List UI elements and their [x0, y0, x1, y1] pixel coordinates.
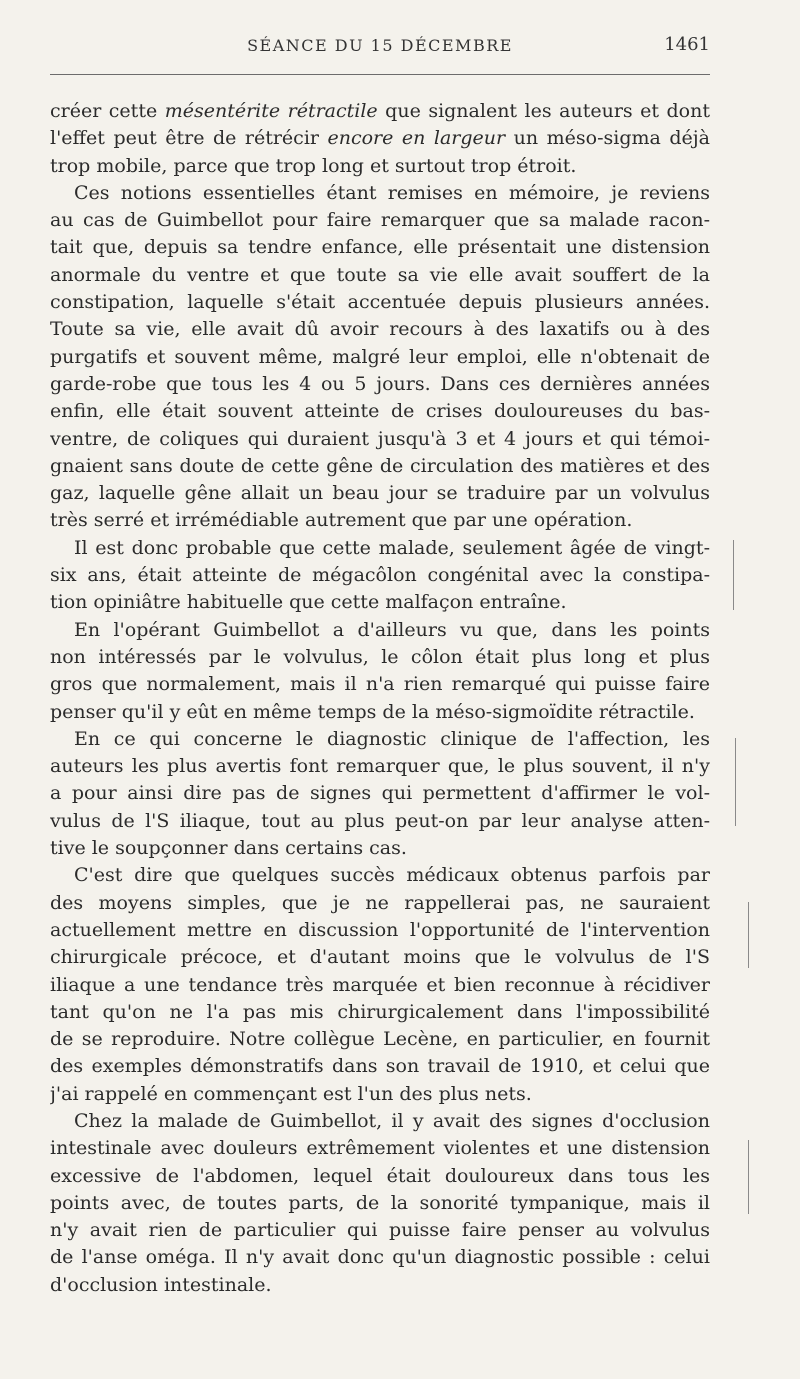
text-line: vulus de l'S iliaque, tout au plus peut-on par leur analyse atten-	[50, 809, 710, 832]
text-line: chirurgicale précoce, et d'autant moins que le volvulus de l'S	[50, 946, 710, 969]
text-line: au cas de Guimbellot pour faire remarquer que sa malade racon-	[50, 209, 710, 232]
margin-pencil-mark	[735, 738, 736, 826]
text-line: créer cette mésentérite rétractile que signalent les auteurs et dont	[50, 100, 710, 122]
text-line: Toute sa vie, elle avait dû avoir recours à des laxatifs ou à des	[50, 318, 710, 341]
page-number: 1461	[664, 34, 710, 55]
header-rule	[50, 74, 710, 75]
text-line: gnaient sans doute de cette gêne de circulation des matières et des	[50, 454, 710, 477]
text-line: six ans, était atteinte de mégacôlon congénital avec la constipa-	[50, 564, 710, 587]
text-line: très serré et irrémédiable autrement que par une opération.	[50, 509, 633, 532]
text-line: C'est dire que quelques succès médicaux obtenus parfois par	[74, 864, 710, 887]
body-text	[50, 98, 710, 1299]
page-header	[50, 30, 710, 64]
text-line: ventre, de coliques qui duraient jusqu'à 3 et 4 jours et qui témoi-	[50, 427, 710, 450]
text-line: auteurs les plus avertis font remarquer que, le plus souvent, il n'y	[50, 755, 710, 778]
text-line: Chez la malade de Guimbellot, il y avait des signes d'occlusion	[74, 1109, 710, 1132]
text-line: constipation, laquelle s'était accentuée depuis plusieurs années.	[50, 291, 710, 314]
text-line: garde-robe que tous les 4 ou 5 jours. Dans ces dernières années	[50, 372, 710, 395]
text-line: de l'anse oméga. Il n'y avait donc qu'un diagnostic possible : celui	[50, 1246, 710, 1269]
text-line: j'ai rappelé en commençant est l'un des plus nets.	[50, 1082, 532, 1105]
margin-pencil-mark	[733, 540, 734, 610]
text-line: gaz, laquelle gêne allait un beau jour se traduire par un volvulus	[50, 482, 710, 505]
text-line: tant qu'on ne l'a pas mis chirurgicalement dans l'impossibilité	[50, 1000, 710, 1023]
text-line: des exemples démonstratifs dans son travail de 1910, et celui que	[50, 1055, 710, 1078]
text-line: excessive de l'abdomen, lequel était douloureux dans tous les	[50, 1164, 710, 1187]
text-line: purgatifs et souvent même, malgré leur emploi, elle n'obtenait de	[50, 345, 710, 368]
text-line: tait que, depuis sa tendre enfance, elle présentait une distension	[50, 236, 710, 259]
text-line: En l'opérant Guimbellot a d'ailleurs vu que, dans les points	[74, 618, 710, 641]
text-line: non intéressés par le volvulus, le côlon était plus long et plus	[50, 645, 710, 668]
text-line: iliaque a une tendance très marquée et bien reconnue à récidiver	[50, 973, 710, 996]
text-line: En ce qui concerne le diagnostic clinique de l'affection, les	[74, 727, 710, 750]
text-line: points avec, de toutes parts, de la sonorité tympanique, mais il	[50, 1191, 710, 1214]
margin-pencil-mark	[748, 1140, 749, 1214]
text-line: actuellement mettre en discussion l'opportunité de l'intervention	[50, 918, 710, 941]
text-line: a pour ainsi dire pas de signes qui permettent d'affirmer le vol-	[50, 782, 710, 805]
text-line: tive le soupçonner dans certains cas.	[50, 837, 407, 860]
text-line: tion opiniâtre habituelle que cette malfaçon entraîne.	[50, 591, 567, 614]
text-line: gros que normalement, mais il n'a rien remarqué qui puisse faire	[50, 673, 710, 696]
text-line: Il est donc probable que cette malade, seulement âgée de vingt-	[74, 536, 710, 559]
text-line: Ces notions essentielles étant remises en mémoire, je reviens	[74, 181, 710, 204]
running-head: SÉANCE DU 15 DÉCEMBRE	[247, 36, 513, 55]
text-line: enfin, elle était souvent atteinte de crises douloureuses du bas-	[50, 400, 710, 423]
text-line: d'occlusion intestinale.	[50, 1273, 272, 1296]
text-line: anormale du ventre et que toute sa vie elle avait souffert de la	[50, 263, 710, 286]
text-line: l'effet peut être de rétrécir encore en largeur un méso-sigma déjà	[50, 127, 710, 150]
text-line: trop mobile, parce que trop long et surtout trop étroit.	[50, 154, 577, 177]
text-line: de se reproduire. Notre collègue Lecène, en particulier, en fournit	[50, 1028, 710, 1051]
text-line: intestinale avec douleurs extrêmement violentes et une distension	[50, 1137, 710, 1160]
text-line: n'y avait rien de particulier qui puisse faire penser au volvulus	[50, 1219, 710, 1242]
margin-pencil-mark	[748, 902, 749, 968]
text-line: penser qu'il y eût en même temps de la méso-sigmoïdite rétractile.	[50, 700, 695, 723]
text-line: des moyens simples, que je ne rappellerai pas, ne sauraient	[50, 891, 710, 914]
